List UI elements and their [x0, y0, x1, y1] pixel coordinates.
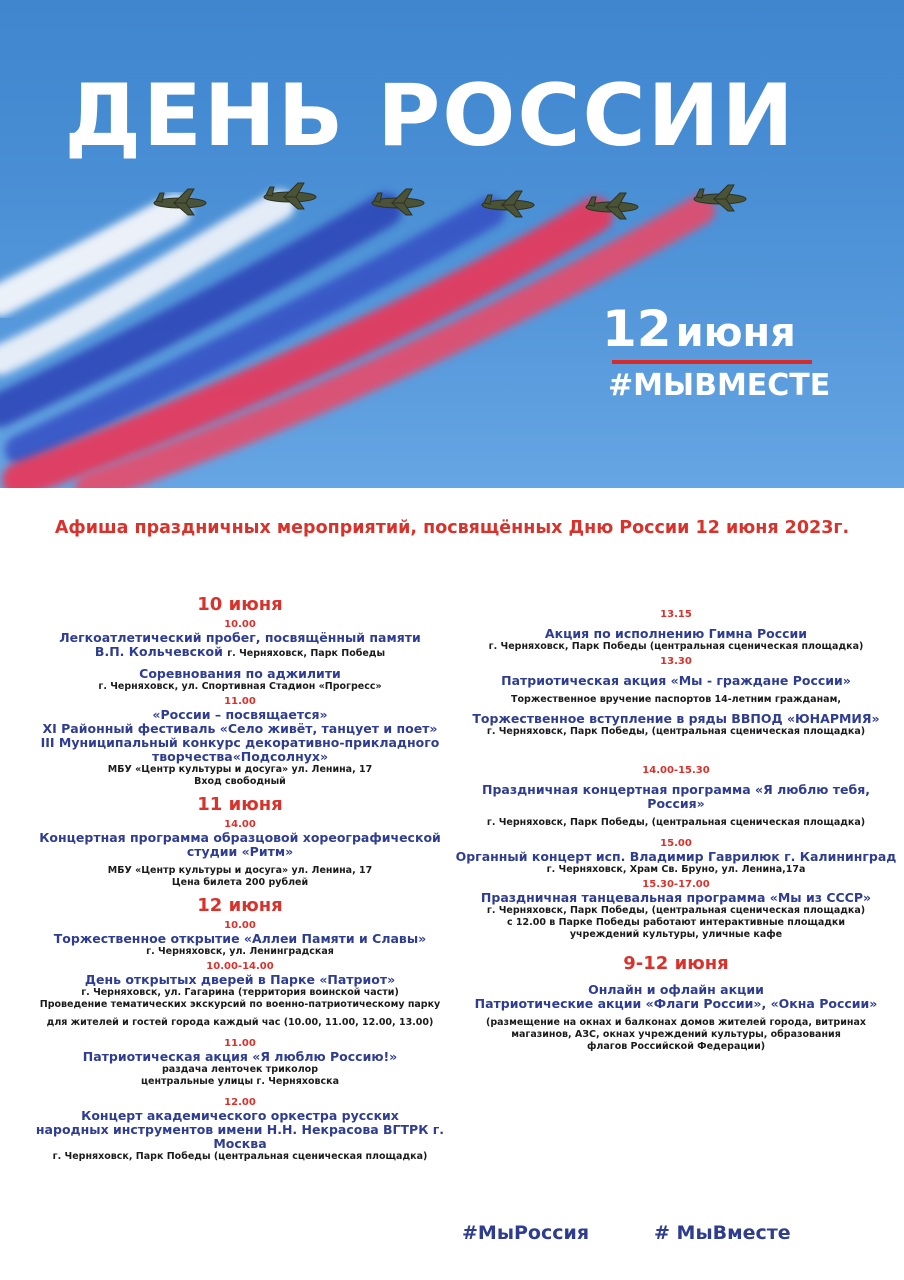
event-time: 15.30-17.00 [642, 879, 710, 890]
hero-hashtag: #МЫВМЕСТЕ [608, 368, 831, 403]
event-place: г. Черняховск, Парк Победы, (центральная сценическая площадка) [486, 726, 866, 737]
event-place: г. Черняховск, Храм Св. Бруно, ул. Ленина,17а [546, 864, 806, 875]
event-title: Торжественное вступление в ряды ВВПОД «ЮНАРМИЯ» [472, 711, 880, 726]
event-title: XI Районный фестиваль «Село живёт, танцует и поет» [42, 721, 438, 736]
event-title: Органный концерт исп. Владимир Гаврилюк г. Калининград [455, 849, 897, 864]
event-title: народных инструментов имени Н.Н. Некрасова ВГТРК г. Москва [35, 1122, 445, 1151]
event-time: 11.00 [224, 1038, 256, 1049]
event-note: раздача ленточек триколор [162, 1064, 318, 1075]
event-place: г. Черняховск, Парк Победы, (центральная сценическая площадка) [486, 905, 866, 916]
event-place: г. Черняховск, Парк Победы, (центральная сценическая площадка) [486, 817, 866, 828]
event-time: 10.00-14.00 [206, 961, 274, 972]
event-place: МБУ «Центр культуры и досуга» ул. Ленина, 17 [107, 764, 373, 775]
footer-hashtag-russia: #МыРоссия [462, 1222, 590, 1244]
event-note: для жителей и гостей города каждый час (10.00, 11.00, 12.00, 13.00) [46, 1017, 434, 1028]
hero-accent-line [612, 360, 812, 364]
event-note: Цена билета 200 рублей [171, 877, 309, 888]
event-title: Легкоатлетический пробег, посвящённый памяти [59, 630, 421, 645]
day-heading: 11 июня [197, 794, 283, 815]
event-time: 14.00 [224, 819, 256, 830]
hero-date-month: июня [675, 310, 796, 356]
event-note: Проведение тематических экскурсий по военно-патриотическому парку [39, 999, 441, 1010]
event-note: Торжественное вручение паспортов 14-летним гражданам, [511, 694, 841, 705]
event-place: г. Черняховск, Парк Победы (центральная сценическая площадка) [52, 1151, 428, 1162]
event-title: III Муниципальный конкурс декоративно-прикладного [40, 735, 440, 750]
event-time: 10.00 [224, 920, 256, 931]
event-time: 15.00 [660, 838, 692, 849]
day-heading: 10 июня [197, 594, 283, 615]
event-title: творчества«Подсолнух» [151, 749, 329, 764]
event-place: г. Черняховск, ул. Гагарина (территория воинской части) [81, 987, 399, 998]
event-title: Концерт академического оркестра русских [81, 1108, 399, 1123]
event-title: «России – посвящается» [152, 707, 328, 722]
poster-heading: Афиша праздничных мероприятий, посвящённых Дню России 12 июня 2023г. [54, 518, 850, 538]
hero-title: ДЕНЬ РОССИИ [64, 66, 796, 166]
event-title: Патриотическая акция «Я люблю Россию!» [82, 1049, 398, 1064]
event-time: 13.30 [660, 656, 692, 667]
event-title: Онлайн и офлайн акции [588, 982, 764, 997]
event-title-line [12, 645, 468, 661]
event-place: г. Черняховск, Парк Победы (центральная сценическая площадка) [488, 641, 864, 652]
event-note: Вход свободный [194, 776, 286, 787]
event-title: Праздничная танцевальная программа «Мы из СССР» [480, 890, 872, 905]
day-heading: 9-12 июня [623, 953, 729, 974]
event-time: 10.00 [224, 619, 256, 630]
event-time: 11.00 [224, 696, 256, 707]
event-title-part: В.П. Кольчевской [94, 644, 223, 659]
event-title: Соревнования по аджилити [139, 666, 341, 681]
event-place: г. Черняховск, Парк Победы [227, 648, 386, 659]
event-time: 14.00-15.30 [642, 765, 710, 776]
event-place: г. Черняховск, ул. Ленинградская [146, 946, 334, 957]
footer-hashtag-together: # МыВместе [654, 1222, 791, 1244]
event-note: учреждений культуры, уличные кафе [569, 929, 783, 940]
hero-date-number: 12 [602, 300, 672, 358]
hero-banner [0, 0, 904, 488]
event-time: 12.00 [224, 1097, 256, 1108]
event-title: Торжественное открытие «Аллеи Памяти и Славы» [53, 931, 427, 946]
event-title: студии «Ритм» [186, 844, 294, 859]
schedule-left-column [12, 594, 468, 1163]
event-note: центральные улицы г. Черняховска [140, 1076, 339, 1087]
event-place: МБУ «Центр культуры и досуга» ул. Ленина, 17 [107, 865, 373, 876]
day-heading: 12 июня [197, 895, 283, 916]
event-title: День открытых дверей в Парке «Патриот» [84, 972, 396, 987]
event-note: магазинов, АЗС, окнах учреждений культуры, образования [511, 1029, 841, 1040]
event-note: с 12.00 в Парке Победы работают интерактивные площадки [506, 917, 846, 928]
event-title: Патриотические акции «Флаги России», «Окна России» [474, 996, 878, 1011]
event-title: Акция по исполнению Гимна России [544, 626, 808, 641]
event-note: (размещение на окнах и балконах домов жителей города, витринах [486, 1017, 866, 1028]
event-title: Патриотическая акция «Мы - граждане России» [501, 673, 851, 688]
event-title: Концертная программа образцовой хореографической [39, 830, 441, 845]
event-title: Россия» [647, 796, 705, 811]
event-note: флагов Российской Федерации) [586, 1041, 766, 1052]
event-time: 13.15 [660, 609, 692, 620]
hero-date [602, 300, 796, 358]
event-title: Праздничная концертная программа «Я люблю тебя, [481, 782, 870, 797]
schedule-right-column [454, 606, 898, 1053]
event-place: г. Черняховск, ул. Спортивная Стадион «Прогресс» [98, 681, 382, 692]
